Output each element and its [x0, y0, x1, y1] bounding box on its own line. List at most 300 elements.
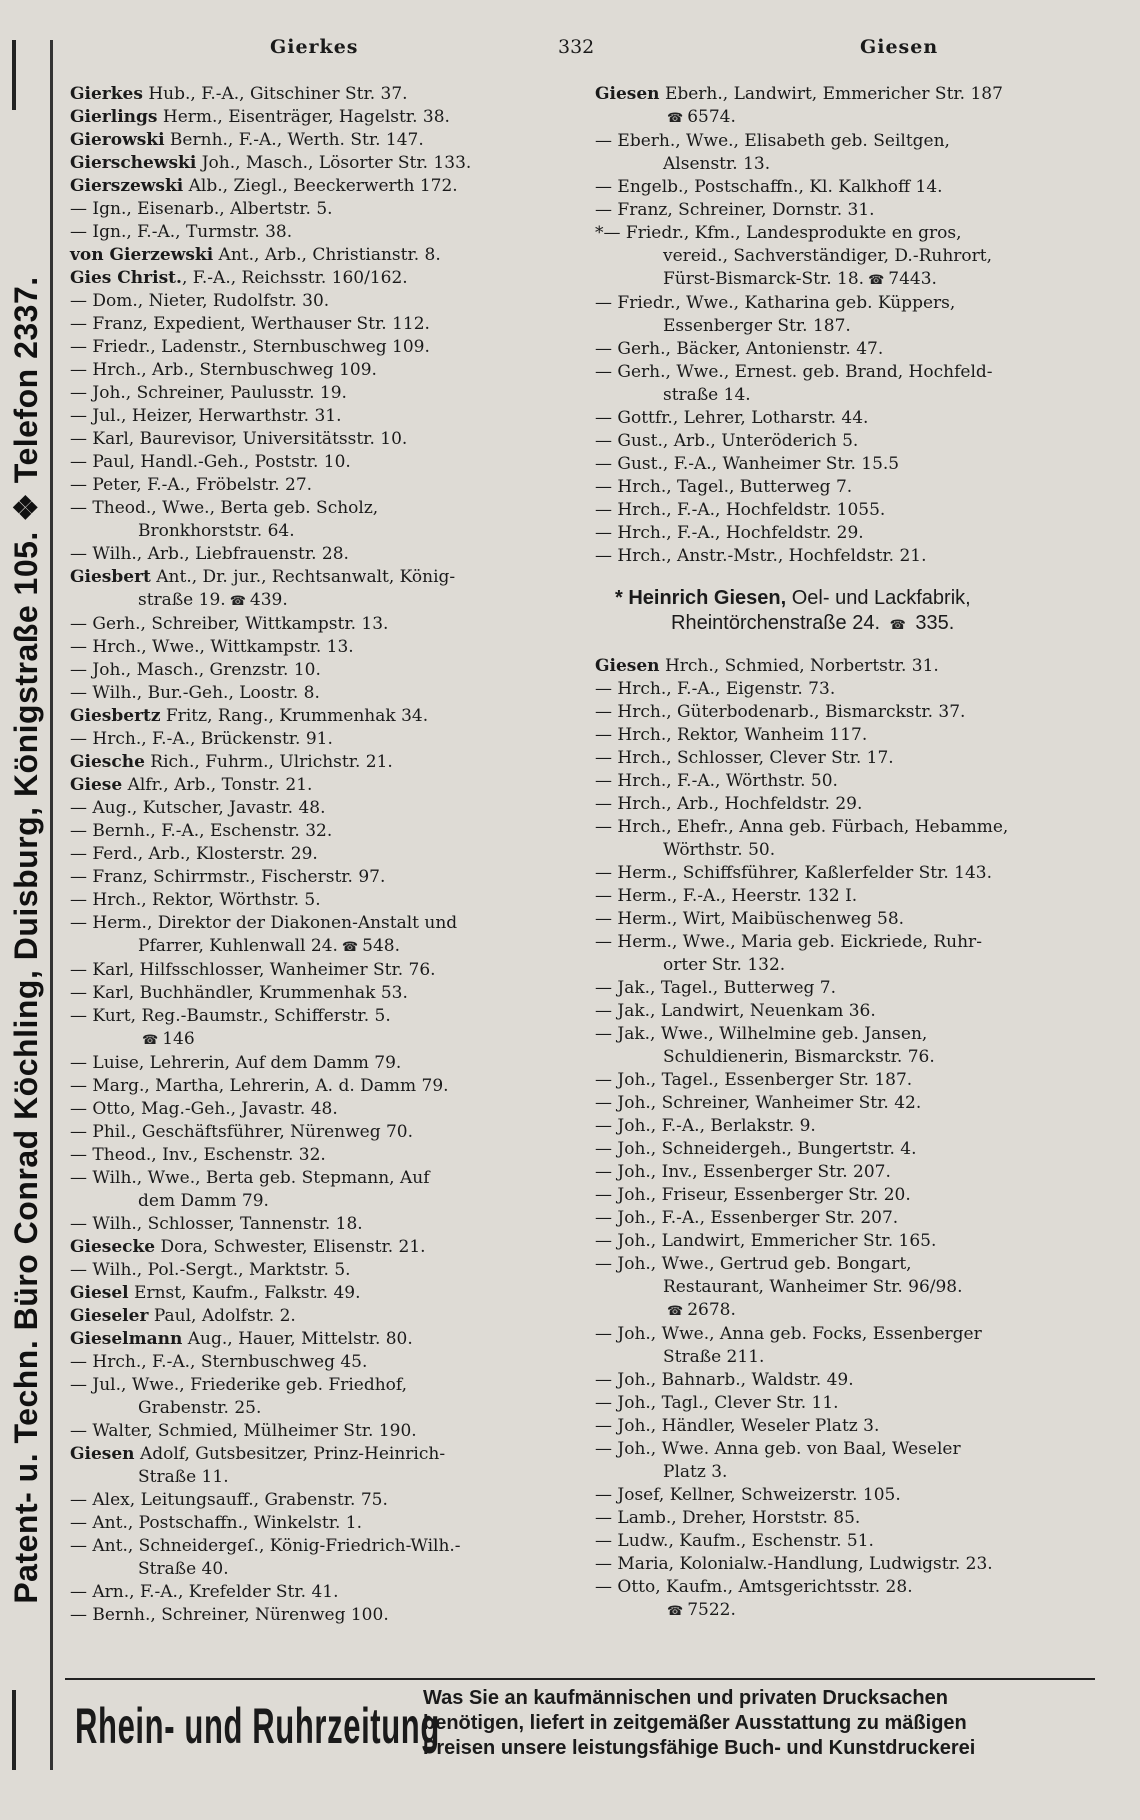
entry-continuation	[70, 1397, 570, 1420]
entry-continuation-text: Alsenstr. 13.	[663, 154, 771, 174]
entry-surname: Gierkes	[70, 84, 143, 104]
phone-number: 2678.	[687, 1300, 736, 1320]
directory-entry	[595, 176, 1125, 199]
entry-text: — Gottfr., Lehrer, Lotharstr. 44.	[595, 408, 869, 428]
entry-text: — Theod., Wwe., Berta geb. Scholz,	[70, 498, 379, 518]
directory-entry	[70, 797, 570, 820]
entry-text: Hrch., Schmied, Norbertstr. 31.	[659, 656, 939, 676]
directory-entry	[70, 774, 570, 797]
directory-entry	[70, 1305, 570, 1328]
directory-entry	[70, 152, 570, 175]
entry-continuation	[70, 935, 570, 959]
entry-text: — Wilh., Wwe., Berta geb. Stepmann, Auf	[70, 1168, 430, 1188]
entry-text: — Peter, F.-A., Fröbelstr. 27.	[70, 475, 313, 495]
directory-entry	[595, 453, 1125, 476]
advert-phone: 335.	[915, 612, 955, 634]
directory-entry	[70, 1052, 570, 1075]
entry-text: — Ant., Postschaffn., Winkelstr. 1.	[70, 1513, 362, 1533]
entry-text: — Engelb., Postschaffn., Kl. Kalkhoff 14.	[595, 177, 943, 197]
directory-entry	[595, 678, 1125, 701]
entry-continuation-text: straße 19.	[138, 590, 226, 610]
directory-entry	[70, 959, 570, 982]
directory-entry	[70, 889, 570, 912]
entry-text: — Marg., Martha, Lehrerin, A. d. Damm 79.	[70, 1076, 449, 1096]
directory-entry	[70, 129, 570, 152]
directory-entry	[70, 1374, 570, 1420]
entry-text: Alfr., Arb., Tonstr. 21.	[122, 775, 313, 795]
directory-entry	[595, 1599, 1125, 1623]
directory-entry	[70, 497, 570, 543]
entry-text: — Hrch., Arb., Sternbuschweg 109.	[70, 360, 377, 380]
entry-text: — Walter, Schmied, Mülheimer Str. 190.	[70, 1421, 417, 1441]
entry-text: — Aug., Kutscher, Javastr. 48.	[70, 798, 326, 818]
entry-continuation	[595, 1461, 1125, 1484]
directory-entry	[595, 655, 1125, 678]
entry-text: Joh., Masch., Lösorter Str. 133.	[196, 153, 472, 173]
entry-text: — Gust., F.-A., Wanheimer Str. 15.5	[595, 454, 900, 474]
directory-entry	[70, 1420, 570, 1443]
entry-text: — Eberh., Wwe., Elisabeth geb. Seiltgen,	[595, 131, 950, 151]
directory-entry	[70, 175, 570, 198]
entry-surname: Giesbertz	[70, 706, 161, 726]
phone-number: 146	[162, 1029, 195, 1049]
advert-line-3: Preisen unsere leistungsfähige Buch- und Kunstdruckerei	[423, 1737, 976, 1759]
entry-text: — Kurt, Reg.-Baumstr., Schifferstr. 5.	[70, 1006, 391, 1026]
entry-text: — Wilh., Pol.-Sergt., Marktstr. 5.	[70, 1260, 351, 1280]
directory-entry	[595, 476, 1125, 499]
newspaper-title: Rhein- und Ruhrzeitung	[75, 1698, 440, 1754]
entry-continuation-text: dem Damm 79.	[138, 1191, 269, 1211]
directory-entry	[70, 982, 570, 1005]
directory-entry	[595, 1507, 1125, 1530]
directory-entry	[595, 83, 1125, 130]
directory-entry	[70, 290, 570, 313]
entry-text: — Hrch., Ehefr., Anna geb. Fürbach, Hebamme,	[595, 817, 1009, 837]
entry-text: Paul, Adolfstr. 2.	[148, 1306, 296, 1326]
directory-entry	[595, 862, 1125, 885]
entry-text: Rich., Fuhrm., Ulrichstr. 21.	[144, 752, 393, 772]
entry-text: , F.-A., Reichsstr. 160/162.	[181, 268, 408, 288]
entry-text: — Hrch., Rektor, Wanheim 117.	[595, 725, 868, 745]
directory-entry	[595, 407, 1125, 430]
telephone-icon: ☎	[667, 1604, 684, 1619]
telephone-icon: ☎	[667, 111, 684, 126]
entry-continuation-text: Platz 3.	[663, 1462, 728, 1482]
directory-entry	[70, 198, 570, 221]
directory-entry	[595, 130, 1125, 176]
directory-entry	[595, 1138, 1125, 1161]
entry-continuation-text: Pfarrer, Kuhlenwall 24.	[138, 936, 338, 956]
directory-entry	[595, 931, 1125, 977]
entry-text: — Joh., Landwirt, Emmericher Str. 165.	[595, 1231, 937, 1251]
directory-entry	[595, 977, 1125, 1000]
entry-text: — Alex, Leitungsauff., Grabenstr. 75.	[70, 1490, 388, 1510]
directory-entry	[70, 1604, 570, 1627]
entry-text: — Hrch., F.-A., Hochfeldstr. 29.	[595, 523, 864, 543]
entry-text: Ant., Dr. jur., Rechtsanwalt, König-	[150, 567, 456, 587]
entry-continuation-text: Wörthstr. 50.	[663, 840, 776, 860]
side-advert-banner: Patent- u. Techn. Büro Conrad Köchling, Duisburg, Königstraße 105. ❖ Telefon 2337.	[8, 276, 44, 1604]
directory-entry	[595, 1207, 1125, 1230]
entry-surname: Gies Christ.	[70, 268, 182, 288]
directory-entry	[595, 338, 1125, 361]
directory-entry	[595, 1115, 1125, 1138]
entry-continuation-text: orter Str. 132.	[663, 955, 786, 975]
entry-text: — Jak., Tagel., Butterweg 7.	[595, 978, 837, 998]
directory-entry	[70, 1443, 570, 1489]
entry-text: — Herm., F.-A., Heerstr. 132 I.	[595, 886, 858, 906]
directory-entry	[595, 1069, 1125, 1092]
entry-text: — Joh., Wwe., Anna geb. Focks, Essenberger	[595, 1324, 982, 1344]
phone-number: 6574.	[687, 107, 736, 127]
directory-entry	[595, 1438, 1125, 1484]
entry-continuation	[70, 1190, 570, 1213]
entry-text: — Karl, Hilfsschlosser, Wanheimer Str. 76.	[70, 960, 436, 980]
entry-text: — Joh., Bahnarb., Waldstr. 49.	[595, 1370, 854, 1390]
directory-entry	[595, 816, 1125, 862]
entry-continuation-text: Bronkhorststr. 64.	[138, 521, 295, 541]
directory-entry	[70, 313, 570, 336]
directory-entry	[595, 222, 1125, 268]
entry-text: — Hrch., Rektor, Wörthstr. 5.	[70, 890, 321, 910]
entry-text: — Gust., Arb., Unteröderich 5.	[595, 431, 859, 451]
entry-text: — Joh., Schneidergeh., Bungertstr. 4.	[595, 1139, 917, 1159]
directory-entry	[70, 543, 570, 566]
directory-entry	[595, 268, 1125, 292]
phone-number: 7522.	[687, 1600, 736, 1620]
directory-entry	[595, 522, 1125, 545]
entry-continuation-text: Grabenstr. 25.	[138, 1398, 262, 1418]
directory-entry	[595, 199, 1125, 222]
directory-entry	[70, 244, 570, 267]
entry-surname: Giesen	[595, 656, 660, 676]
directory-entry	[70, 1282, 570, 1305]
directory-entry	[70, 83, 570, 106]
entry-continuation-text: Straße 40.	[138, 1559, 229, 1579]
entry-text: — Hrch., Güterbodenarb., Bismarckstr. 37.	[595, 702, 966, 722]
directory-entry	[595, 545, 1125, 568]
advert-line-2: benötigen, liefert in zeitgemäßer Ausstattung zu mäßigen	[423, 1712, 967, 1734]
entry-text: — Joh., Masch., Grenzstr. 10.	[70, 660, 321, 680]
entry-text: — Hrch., Arb., Hochfeldstr. 29.	[595, 794, 863, 814]
directory-entry	[595, 1369, 1125, 1392]
entry-text: Alb., Ziegl., Beeckerwerth 172.	[183, 176, 458, 196]
directory-entry	[70, 566, 570, 613]
directory-entry	[70, 636, 570, 659]
entry-surname: Giesche	[70, 752, 145, 772]
directory-entry	[595, 1230, 1125, 1253]
entry-text: — Joh., Tagel., Essenberger Str. 187.	[595, 1070, 913, 1090]
right-column-top-entries	[595, 83, 1125, 568]
directory-entry	[595, 1530, 1125, 1553]
entry-text: — Joh., Händler, Weseler Platz 3.	[595, 1416, 880, 1436]
directory-entry	[595, 1392, 1125, 1415]
entry-text: Ernst, Kaufm., Falkstr. 49.	[128, 1283, 361, 1303]
bottom-rule	[65, 1678, 1095, 1680]
entry-text: Aug., Hauer, Mittelstr. 80.	[182, 1329, 413, 1349]
directory-entry	[70, 1489, 570, 1512]
directory-entry	[70, 106, 570, 129]
phone-number: 7443.	[888, 269, 937, 289]
entry-text: — Herm., Schiffsführer, Kaßlerfelder Str. 143.	[595, 863, 993, 883]
entry-text: — Gerh., Wwe., Ernest. geb. Brand, Hochfeld-	[595, 362, 993, 382]
directory-entry	[70, 613, 570, 636]
directory-entry	[70, 659, 570, 682]
directory-entry	[70, 405, 570, 428]
entry-text: — Maria, Kolonialw.-Handlung, Ludwigstr. 23.	[595, 1554, 993, 1574]
entry-continuation	[595, 1346, 1125, 1369]
entry-continuation	[595, 106, 1125, 130]
directory-entry	[70, 221, 570, 244]
entry-continuation	[595, 954, 1125, 977]
entry-continuation	[595, 268, 1125, 292]
entry-text: — Ferd., Arb., Klosterstr. 29.	[70, 844, 318, 864]
entry-text: — Wilh., Bur.-Geh., Loostr. 8.	[70, 683, 320, 703]
entry-text: — Otto, Mag.-Geh., Javastr. 48.	[70, 1099, 338, 1119]
directory-entry	[595, 430, 1125, 453]
entry-text: — Otto, Kaufm., Amtsgerichtsstr. 28.	[595, 1577, 913, 1597]
entry-text: — Joh., Wwe. Anna geb. von Baal, Weseler	[595, 1439, 961, 1459]
directory-entry	[595, 701, 1125, 724]
directory-entry	[595, 1253, 1125, 1299]
entry-text: Hub., F.-A., Gitschiner Str. 37.	[142, 84, 408, 104]
directory-entry	[595, 1415, 1125, 1438]
advert-line-1: Was Sie an kaufmännischen und privaten Drucksachen	[423, 1687, 948, 1709]
advert-name: * Heinrich Giesen,	[615, 587, 787, 609]
entry-surname: Giesen	[595, 84, 660, 104]
entry-text: — Hrch., Anstr.-Mstr., Hochfeldstr. 21.	[595, 546, 927, 566]
header-left-keyword: Gierkes	[270, 36, 359, 58]
entry-text: — Phil., Geschäftsführer, Nürenweg 70.	[70, 1122, 414, 1142]
directory-entry	[70, 1535, 570, 1581]
entry-text: Adolf, Gutsbesitzer, Prinz-Heinrich-	[134, 1444, 446, 1464]
entry-continuation	[595, 384, 1125, 407]
directory-entry	[70, 728, 570, 751]
entry-text: Eberh., Landwirt, Emmericher Str. 187	[659, 84, 1003, 104]
entry-continuation-text: Schuldienerin, Bismarckstr. 76.	[663, 1047, 935, 1067]
page-header	[70, 36, 1120, 66]
entry-continuation	[595, 1276, 1125, 1299]
entry-continuation	[595, 153, 1125, 176]
directory-entry	[70, 705, 570, 728]
directory-entry	[70, 382, 570, 405]
directory-entry	[595, 499, 1125, 522]
phone-number: 439.	[249, 590, 288, 610]
telephone-icon: ☎	[229, 594, 246, 609]
directory-entry	[595, 1299, 1125, 1323]
entry-text: — Joh., Schreiner, Wanheimer Str. 42.	[595, 1093, 922, 1113]
entry-text: — Joh., Inv., Essenberger Str. 207.	[595, 1162, 891, 1182]
entry-text: — Lamb., Dreher, Horststr. 85.	[595, 1508, 861, 1528]
entry-continuation	[70, 1028, 570, 1052]
telephone-icon: ☎	[889, 617, 906, 632]
header-right-keyword: Giesen	[860, 36, 939, 58]
entry-text: — Joh., F.-A., Berlakstr. 9.	[595, 1116, 816, 1136]
directory-entry	[595, 747, 1125, 770]
directory-entry	[70, 1121, 570, 1144]
directory-entry	[70, 336, 570, 359]
entry-surname: Gierlings	[70, 107, 158, 127]
entry-text: Ant., Arb., Christianstr. 8.	[213, 245, 441, 265]
entry-text: — Herm., Wwe., Maria geb. Eickriede, Ruhr-	[595, 932, 982, 952]
entry-text: — Hrch., Wwe., Wittkampstr. 13.	[70, 637, 354, 657]
directory-entry	[70, 428, 570, 451]
entry-text: — Joh., Schreiner, Paulusstr. 19.	[70, 383, 347, 403]
directory-entry	[595, 793, 1125, 816]
entry-text: — Karl, Baurevisor, Universitätsstr. 10.	[70, 429, 408, 449]
entry-surname: Giese	[70, 775, 123, 795]
entry-text: — Herm., Direktor der Diakonen-Anstalt und	[70, 913, 458, 933]
entry-surname: Giesbert	[70, 567, 151, 587]
directory-entry	[595, 1023, 1125, 1069]
entry-text: — Jul., Heizer, Herwarthstr. 31.	[70, 406, 342, 426]
entry-continuation-text: Straße 211.	[663, 1347, 765, 1367]
directory-entry	[70, 1098, 570, 1121]
entry-text: — Friedr., Wwe., Katharina geb. Küppers,	[595, 293, 956, 313]
entry-text: — Franz, Expedient, Werthauser Str. 112.	[70, 314, 430, 334]
entry-continuation-text: Essenberger Str. 187.	[663, 316, 851, 336]
advert-text	[423, 1686, 1013, 1761]
directory-entry	[595, 1553, 1125, 1576]
directory-entry	[70, 359, 570, 382]
entry-text: — Hrch., Tagel., Butterweg 7.	[595, 477, 853, 497]
entry-continuation-text: Fürst-Bismarck-Str. 18.	[663, 269, 865, 289]
entry-text: — Bernh., Schreiner, Nürenweg 100.	[70, 1605, 389, 1625]
entry-continuation	[595, 1299, 1125, 1323]
entry-text: — Dom., Nieter, Rudolfstr. 30.	[70, 291, 330, 311]
entry-text: — Gerh., Schreiber, Wittkampstr. 13.	[70, 614, 389, 634]
entry-text: — Jak., Wwe., Wilhelmine geb. Jansen,	[595, 1024, 928, 1044]
right-column	[595, 83, 1125, 1623]
entry-surname: Gierszewski	[70, 176, 184, 196]
directory-entry	[595, 770, 1125, 793]
directory-entry	[70, 843, 570, 866]
entry-surname: von Gierzewski	[70, 245, 214, 265]
entry-text: — Joh., Tagl., Clever Str. 11.	[595, 1393, 839, 1413]
entry-continuation	[70, 589, 570, 613]
directory-entry	[70, 820, 570, 843]
directory-entry	[70, 1236, 570, 1259]
entry-text: Fritz, Rang., Krummenhak 34.	[160, 706, 429, 726]
directory-entry	[70, 912, 570, 959]
entry-continuation-text: vereid., Sachverständiger, D.-Ruhrort,	[663, 246, 992, 266]
directory-entry	[595, 724, 1125, 747]
advert-business: Oel- und Lackfabrik,	[786, 587, 971, 609]
directory-entry	[595, 1484, 1125, 1507]
entry-continuation	[70, 1466, 570, 1489]
entry-text: — Ign., Eisenarb., Albertstr. 5.	[70, 199, 333, 219]
directory-entry	[70, 1005, 570, 1052]
entry-continuation	[70, 1558, 570, 1581]
entry-continuation-text: Restaurant, Wanheimer Str. 96/98.	[663, 1277, 963, 1297]
left-column	[70, 83, 570, 1627]
directory-entry	[595, 1000, 1125, 1023]
directory-entry	[595, 292, 1125, 338]
entry-text: — Herm., Wirt, Maibüschenweg 58.	[595, 909, 905, 929]
entry-text: — Hrch., F.-A., Wörthstr. 50.	[595, 771, 838, 791]
entry-text: *— Friedr., Kfm., Landesprodukte en gros,	[595, 223, 962, 243]
advert-address: Rheintörchenstraße 24.	[671, 612, 881, 634]
entry-text: — Franz, Schreiner, Dornstr. 31.	[595, 200, 875, 220]
entry-text: — Ant., Schneidergeſ., König-Friedrich-Wilh.-	[70, 1536, 461, 1556]
entry-text: — Ludw., Kaufm., Eschenstr. 51.	[595, 1531, 874, 1551]
telephone-icon: ☎	[142, 1033, 159, 1048]
entry-text: — Joh., Friseur, Essenberger Str. 20.	[595, 1185, 911, 1205]
entry-text: — Hrch., Schlosser, Clever Str. 17.	[595, 748, 894, 768]
directory-entry	[70, 267, 570, 290]
directory-entry	[70, 1512, 570, 1535]
entry-text: Herm., Eisenträger, Hagelstr. 38.	[157, 107, 450, 127]
entry-text: — Jul., Wwe., Friederike geb. Friedhof,	[70, 1375, 408, 1395]
directory-entry	[70, 1167, 570, 1213]
entry-text: — Joh., F.-A., Essenberger Str. 207.	[595, 1208, 899, 1228]
directory-entry	[70, 1213, 570, 1236]
entry-continuation	[595, 245, 1125, 268]
entry-text: — Bernh., F.-A., Eschenstr. 32.	[70, 821, 333, 841]
entry-continuation	[595, 1046, 1125, 1069]
entry-text: Dora, Schwester, Elisenstr. 21.	[155, 1237, 426, 1257]
page-number: 332	[558, 36, 595, 58]
entry-text: — Karl, Buchhändler, Krummenhak 53.	[70, 983, 408, 1003]
entry-text: — Joh., Wwe., Gertrud geb. Bongart,	[595, 1254, 912, 1274]
entry-surname: Gierowski	[70, 130, 165, 150]
right-column-bottom-entries	[595, 655, 1125, 1623]
directory-entry	[70, 1328, 570, 1351]
phone-number: 548.	[362, 936, 400, 956]
entry-text: — Hrch., F.-A., Sternbuschweg 45.	[70, 1352, 368, 1372]
entry-continuation-text: Straße 11.	[138, 1467, 229, 1487]
entry-text: — Wilh., Schlosser, Tannenstr. 18.	[70, 1214, 363, 1234]
entry-text: — Friedr., Ladenstr., Sternbuschweg 109.	[70, 337, 430, 357]
telephone-icon: ☎	[667, 1304, 684, 1319]
directory-entry	[595, 1184, 1125, 1207]
directory-entry	[70, 866, 570, 889]
entry-surname: Giesel	[70, 1283, 129, 1303]
directory-entry	[70, 751, 570, 774]
directory-entry	[70, 1351, 570, 1374]
directory-entry	[595, 1576, 1125, 1599]
entry-text: — Hrch., F.-A., Brückenstr. 91.	[70, 729, 333, 749]
entry-text: — Ign., F.-A., Turmstr. 38.	[70, 222, 293, 242]
directory-entry	[595, 1323, 1125, 1369]
entry-continuation	[595, 1599, 1125, 1623]
entry-text: — Theod., Inv., Eschenstr. 32.	[70, 1145, 326, 1165]
directory-entry	[70, 1075, 570, 1098]
entry-text: Bernh., F.-A., Werth. Str. 147.	[164, 130, 424, 150]
entry-text: — Luise, Lehrerin, Auf dem Damm 79.	[70, 1053, 402, 1073]
entry-text: — Jak., Landwirt, Neuenkam 36.	[595, 1001, 876, 1021]
directory-entry	[595, 361, 1125, 407]
directory-entry	[595, 885, 1125, 908]
directory-entry	[70, 1259, 570, 1282]
directory-entry	[70, 474, 570, 497]
entry-text: — Arn., F.-A., Krefelder Str. 41.	[70, 1582, 339, 1602]
directory-entry	[70, 451, 570, 474]
entry-text: — Gerh., Bäcker, Antonienstr. 47.	[595, 339, 884, 359]
directory-entry	[595, 908, 1125, 931]
entry-surname: Giesen	[70, 1444, 135, 1464]
entry-continuation	[595, 839, 1125, 862]
entry-text: — Hrch., F.-A., Eigenstr. 73.	[595, 679, 836, 699]
heinrich-giesen-advert	[615, 586, 1125, 637]
directory-entry	[70, 1144, 570, 1167]
directory-entry	[70, 682, 570, 705]
telephone-icon: ☎	[341, 940, 359, 955]
entry-continuation-text: straße 14.	[663, 385, 751, 405]
entry-text: — Wilh., Arb., Liebfrauenstr. 28.	[70, 544, 349, 564]
directory-entry	[70, 1581, 570, 1604]
entry-surname: Giesecke	[70, 1237, 156, 1257]
